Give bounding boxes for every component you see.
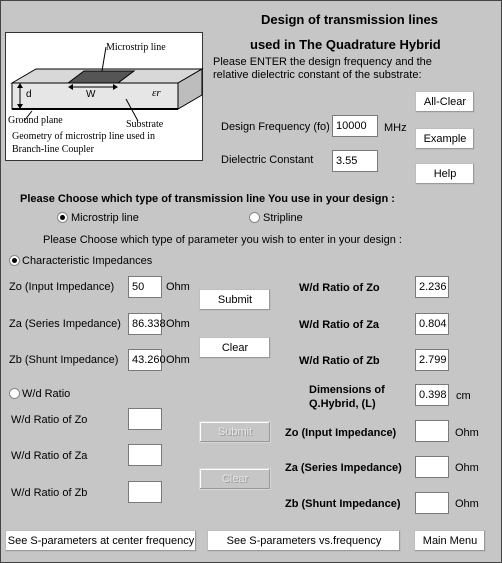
wd-zb-input[interactable] [128, 481, 162, 503]
wd-za-result-label: W/d Ratio of Za [299, 319, 380, 331]
za-result [415, 456, 449, 478]
example-button[interactable]: Example [415, 128, 475, 150]
impedances-radio[interactable] [9, 255, 20, 266]
wd-clear-button[interactable]: Clear [199, 468, 271, 490]
zb-unit: Ohm [166, 354, 190, 366]
diagram-caption-line1: Geometry of microstrip line used in [12, 131, 156, 142]
wd-zb-input-label: W/d Ratio of Zb [11, 487, 88, 499]
diagram-label-microstrip: Microstrip line [106, 42, 166, 53]
zo-input[interactable]: 50 [128, 276, 162, 298]
wd-zo-input[interactable] [128, 408, 162, 430]
diagram-label-w: W [86, 89, 96, 100]
dielectric-input[interactable]: 3.55 [332, 150, 378, 172]
wd-submit-button[interactable]: Submit [199, 421, 271, 443]
zo-unit: Ohm [166, 281, 190, 293]
zb-result-label: Zb (Shunt Impedance) [285, 498, 401, 510]
impedance-submit-button[interactable]: Submit [199, 289, 271, 311]
wd-za-input-label: W/d Ratio of Za [11, 450, 88, 462]
zb-result [415, 492, 449, 514]
microstrip-radio[interactable] [57, 212, 68, 223]
diagram-label-ground: Ground plane [8, 115, 63, 126]
microstrip-radio-label: Microstrip line [71, 212, 139, 224]
instructions-line2: relative dielectric constant of the substrate: [213, 69, 422, 81]
s-params-frequency-button[interactable]: See S-parameters vs.frequency [207, 530, 401, 552]
dimension-label-line2: Q.Hybrid, (L) [309, 398, 376, 410]
za-unit: Ohm [166, 318, 190, 330]
microstrip-geometry-diagram [5, 32, 203, 161]
zo-result-label: Zo (Input Impedance) [285, 427, 397, 439]
diagram-label-substrate: Substrate [126, 119, 164, 130]
dimension-label-line1: Dimensions of [309, 384, 385, 396]
dielectric-label: Dielectric Constant [221, 154, 314, 166]
zb-input-label: Zb (Shunt Impedance) [9, 354, 119, 366]
za-result-unit: Ohm [455, 462, 479, 474]
impedance-clear-button[interactable]: Clear [199, 337, 271, 359]
wd-zb-result: 2.799 [415, 349, 449, 371]
wd-zb-result-label: W/d Ratio of Zb [299, 355, 380, 367]
wd-ratio-radio[interactable] [9, 388, 20, 399]
wd-zo-result: 2.236 [415, 276, 449, 298]
zo-input-label: Zo (Input Impedance) [9, 281, 115, 293]
help-button[interactable]: Help [415, 163, 475, 185]
page-title-line2: used in The Quadrature Hybrid [250, 37, 441, 52]
wd-ratio-radio-label: W/d Ratio [22, 388, 71, 400]
page-title-line1: Design of transmission lines [261, 12, 438, 27]
diagram-label-er: εr [152, 87, 161, 99]
frequency-input[interactable]: 10000 [332, 115, 378, 137]
stripline-radio-label: Stripline [263, 212, 303, 224]
wd-za-input[interactable] [128, 444, 162, 466]
zo-result [415, 420, 449, 442]
all-clear-button[interactable]: All-Clear [415, 91, 475, 113]
zo-result-unit: Ohm [455, 427, 479, 439]
s-params-center-button[interactable]: See S-parameters at center frequency [5, 530, 197, 552]
main-menu-button[interactable]: Main Menu [414, 530, 486, 552]
zb-input[interactable]: 43.260 [128, 349, 162, 371]
param-type-prompt: Please Choose which type of parameter you wish to enter in your design : [43, 234, 402, 246]
dimension-result: 0.398 [415, 384, 449, 406]
wd-zo-input-label: W/d Ratio of Zo [11, 414, 88, 426]
line-type-prompt: Please Choose which type of transmission line You use in your design : [20, 193, 395, 205]
za-result-label: Za (Series Impedance) [285, 462, 402, 474]
za-input[interactable]: 86.338 [128, 313, 162, 335]
impedances-radio-label: Characteristic Impedances [22, 255, 153, 267]
diagram-caption-line2: Branch-line Coupler [12, 144, 94, 155]
diagram-label-d: d [26, 89, 32, 100]
wd-zo-result-label: W/d Ratio of Zo [299, 282, 380, 294]
zb-result-unit: Ohm [455, 498, 479, 510]
frequency-label: Design Frequency (fo) [221, 121, 330, 133]
za-input-label: Za (Series Impedance) [9, 318, 121, 330]
stripline-radio[interactable] [249, 212, 260, 223]
frequency-unit: MHz [384, 122, 407, 134]
instructions-line1: Please ENTER the design frequency and the [213, 56, 432, 68]
dimension-unit: cm [456, 390, 471, 402]
wd-za-result: 0.804 [415, 313, 449, 335]
